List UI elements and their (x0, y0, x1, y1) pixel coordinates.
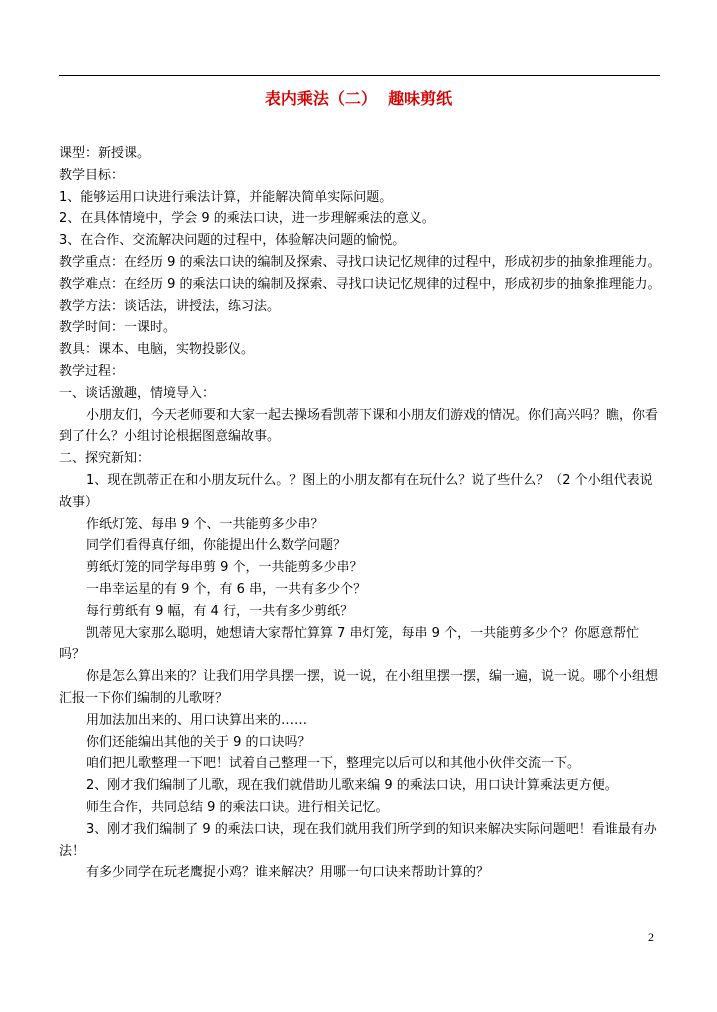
paragraph: 教学重点：在经历 9 的乘法口诀的编制及探索、寻找口诀记忆规律的过程中，形成初步的抽象推理能力。 (59, 254, 661, 270)
header-rule (59, 75, 660, 76)
paragraph: 同学们看得真仔细，你能提出什么数学问题？ (86, 538, 347, 554)
paragraph: 一、谈话激趣，情境导入： (59, 385, 216, 401)
paragraph: 1、现在凯蒂正在和小朋友玩什么。？图上的小朋友都有在玩什么？说了些什么？（2 个小组代表说故事） (59, 472, 653, 510)
paragraph: 1、能够运用口诀进行乘法计算，并能解决简单实际问题。 (59, 189, 393, 205)
paragraph: 2、在具体情境中，学会 9 的乘法口诀，进一步理解乘法的意义。 (59, 211, 435, 227)
paragraph: 教学目标： (59, 167, 125, 183)
paragraph: 3、刚才我们编制了 9 的乘法口诀，现在我们就用我们所学到的知识来解决实际问题吧！看谁最有办法！ (59, 821, 657, 859)
document-title: 表内乘法（二） 趣味剪纸 (264, 89, 453, 108)
paragraph: 凯蒂见大家那么聪明，她想请大家帮忙算算 7 串灯笼，每串 9 个，一共能剪多少个？你愿意帮忙吗？ (59, 625, 640, 663)
paragraph: 教学难点：在经历 9 的乘法口诀的编制及探索、寻找口诀记忆规律的过程中，形成初步的抽象推理能力。 (59, 276, 661, 292)
paragraph: 3、在合作、交流解决问题的过程中，体验解决问题的愉悦。 (59, 233, 406, 249)
document-body (59, 143, 661, 884)
paragraph: 教学时间：一课时。 (59, 320, 177, 336)
paragraph: 作纸灯笼、每串 9 个、一共能剪多少串？ (86, 516, 324, 532)
paragraph: 你们还能编出其他的关于 9 的口诀吗？ (86, 734, 311, 750)
paragraph: 课型：新授课。 (59, 146, 151, 161)
paragraph: 师生合作，共同总结 9 的乘法口诀。进行相关记忆。 (86, 799, 389, 815)
paragraph: 你是怎么算出来的？让我们用学具摆一摆，说一说，在小组里摆一摆，编一遍，说一说。哪个小组想汇报一下你们编制的儿歌呀？ (59, 669, 659, 706)
paragraph: 二、探究新知： (59, 451, 151, 467)
paragraph: 每行剪纸有 9 幅，有 4 行，一共有多少剪纸？ (86, 603, 354, 619)
paragraph: 教具：课本、电脑，实物投影仪。 (59, 342, 255, 358)
paragraph: 小朋友们，今天老师要和大家一起去操场看凯蒂下课和小朋友们游戏的情况。你们高兴吗？瞧，你看到了什么？小组讨论根据图意编故事。 (59, 407, 659, 445)
paragraph: 教学过程： (59, 363, 125, 379)
page-number: 2 (648, 930, 654, 944)
paragraph: 有多少同学在玩老鹰捉小鸡？谁来解决？用哪一句口诀来帮助计算的？ (86, 865, 490, 881)
paragraph: 教学方法：谈话法，讲授法，练习法。 (59, 298, 281, 314)
paragraph: 2、刚才我们编制了儿歌，现在我们就借助儿歌来编 9 的乘法口诀，用口诀计算乘法更方便。 (86, 778, 618, 794)
paragraph: 一串幸运星的有 9 个，有 6 串，一共有多少个？ (86, 581, 367, 597)
paragraph: 用加法加出来的、用口诀算出来的…… (86, 712, 308, 728)
paragraph: 咱们把儿歌整理一下吧！试着自己整理一下，整理完以后可以和其他小伙伴交流一下。 (86, 756, 581, 772)
paragraph: 剪纸灯笼的同学每串剪 9 个，一共能剪多少串？ (86, 560, 363, 576)
